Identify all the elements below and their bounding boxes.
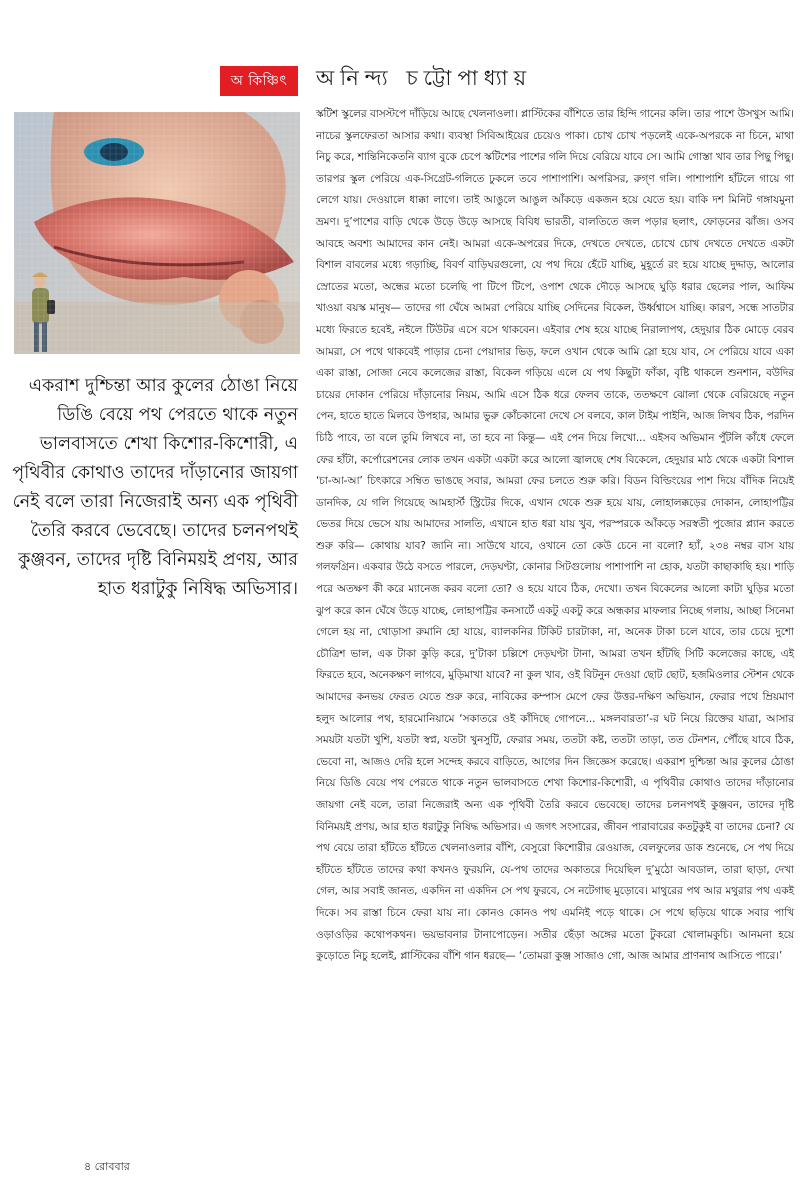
article-photo [14, 112, 300, 354]
article-body [316, 104, 794, 968]
pull-quote [8, 372, 298, 604]
author-name: অনিন্দ্য চট্টোপাধ্যায় [316, 66, 533, 90]
column-tag: অ কিঞ্চিৎ [220, 66, 298, 96]
pull-quote-text: একরাশ দুশ্চিন্তা আর কুলের ঠোঙা নিয়ে ডিঙি বেয়ে পথ পেরতে থাকে নতুন ভালবাসতে শেখা কিশোর-কিশোরী, এ পৃথিবীর কোথাও তাদের দাঁড়ানোর জায়গা নেই বলে তারা নিজেরাই অন্য এক পৃথিবী তৈরি করবে ভেবেছে। তাদের চলনপথই কুঞ্জবন, তাদের দৃষ্টি বিনিময়ই প্রণয়, আর হাত ধরাটুকু নিষিদ্ধ অভিসার। [12, 376, 298, 599]
article-paragraph: স্কটিশ স্কুলের বাসস্টপে দাঁড়িয়ে আছে খেলনাওলা। প্লাস্টিকের বাঁশিতে তার হিন্দি গানের কলি। তার পাশে উসখুস আমি। নাচের স্কুলফেরতা আসার কথা। ব্যবস্থা সিবিআইয়ের চেয়েও পাকা। চোখ চোখ পড়লেই একে-অপরকে না চিনে, মাথা নিচু করে, শান্তিনিকেতনি ব্যাগ বুকে চেপে স্কটিশের পাশের গলি দিয়ে বেরিয়ে যাবে সে। আমি গোস্তা খাব তার পিছু পিছু। তারপর স্কুল পেরিয়ে এক-সিগ্রেট-গলিতে ঢুকলে তবে পাশাপাশি। অপরিসর, রুগ্ণ গলি। পাশাপাশি হাঁটলে গায়ে গা লেগে যায়। দেওয়ালে ধাক্কা লাগে। তাই আঙুলে আঙুল আঁকড়ে একজন হয়ে যেতে হয়। বাকি দশ মিনিট গঙ্গাযমুনা ভ্রমণ। দু’পাশের বাড়ি থেকে উড়ে উড়ে আসছে বিবিধ ভারতী, বালতিতে জল পড়ার ছলাৎ, ফোড়নের ঝাঁজ। ওসব আবহে অবশ্য আমাদের কান নেই। আমরা একে-অপরের দিকে, দেখতে দেখতে, চোখে চোখ দেখতে দেখতে একটা বিশাল বাবলের মধ্যে গড়াচ্ছি, বিবর্ণ বাড়িঘরগুলো, যে পথ দিয়ে হেঁটে যাচ্ছি, মুহূর্তে রং হয়ে যাচ্ছে দুদ্দাড়, আলোর স্রোতের মতো, অন্ধের মতো চলেছি পা টিপে টিপে, ওপাশ থেকে দৌড়ে আসছে ঘুড়ি ধরার ছেলের পাল, আফিম খাওয়া বয়স্ক মানুষ— তাদের গা ঘেঁষে আমরা পেরিয়ে যাচ্ছি সেদিনের বিকেল, উর্ধ্বশ্বাসে যাচ্ছি। কারণ, সন্ধে সাতটার মধ্যে ফিরতে হবেই, নইলে টিউটর এসে বসে থাকবেন। এইবার শেষ হয়ে যাচ্ছে নিরালাপথ, হেদুয়ার ঠিক মোড়ে বেরব আমরা, সে পথে থাকবেই পাড়ার চেনা পেয়াদার ভিড়, ফলে ওখান থেকে আমি স্লো হয়ে যাব, সে পেরিয়ে যাবে একা একা রাস্তা, সোজা নেবে কলেজের রাস্তা, বিকেল গড়িয়ে এলে যে পথ কিছুটা ফাঁকা, বৃষ্টি থাকলে শুনশান, বউদির চায়ের দোকান পেরিয়ে দাঁড়ানোর নিয়ম, আমি এসে ঠিক ধরে ফেলব তাকে, ততক্ষণে ঝোলা থেকে বেরিয়েছে নতুন পেন, হাতে হাতে মিলবে উপহার, আমার ভুরু কোঁচকানো দেখে সে বলবে, কাল টাইম পাইনি, আজ লিখব ঠিক, পরদিন চিঠি পাবে, তা বলে তুমি লিখবে না, তা হবে না কিন্তু— এই পেন দিয়ে লিখো... এইসব অভিমান পুঁটলি কাঁধে ফেলে ফের হাঁটা, কর্পোরেশনের লোক তখন একটা একটা করে আলো জ্বালছে শেষ বিকেলে, হেদুয়ার মাঠ থেকে একটা বিশাল ‘চা-আ-আ’ চিৎকারে সম্বিত ভাঙছে সবার, আমরা ফের চলতে শুরু করি। বিডন বিল্ডিংয়ের পাশ দিয়ে বাঁদিক নিয়েই ডানদিক, যে গলি গিয়েছে আমহার্স্ট স্ট্রিটের দিকে, এখান থেকে শুরু হয়ে যায়, লোহালক্কড়ের দোকান, লোহাপট্টির ভেতর দিয়ে ভেসে যায় আমাদের সালতি, এখানে হাত ধরা যায় খুব, পরস্পরকে আঁকড়ে সরস্বতী পুজোর প্ল্যান করতে শুরু করি— কোথায় যাব? জানি না। সাউথে যাবে, ওখানে তো কেউ চেনে না বলো? হ্যাঁ, ২৩৪ নম্বর বাস যায় গলফগ্রিন। একবার উঠে বসতে পারলে, দেড়ঘণ্টা, কোনার সিটগুলোয় পাশাপাশি না হোক, যতটা কাছাকাছি হয়। শাড়ি পরে অতক্ষণ কী করে ম্যানেজ করব বলো তো? ও হয়ে যাবে ঠিক, দেখো। তখন বিকেলের আলো কাটা ঘুড়ির মতো ঝুপ করে কান ঘেঁষে উড়ে যাচ্ছে, লোহাপট্টির কনসার্টে একটু একটু করে অন্ধকার মাফলার নিচ্ছে গলায়, আচ্ছা সিনেমা গেলে হয় না, থোড়াসা রুমানি হো যায়ে, ব্যালকনির টিকিট চারটাকা, না, অনেক টাকা চলে যাবে, তার চেয়ে দুশো চৌত্রিশ ভাল, এক টাকা কুড়ি করে, দু’টাকা চল্লিশে দেড়ঘণ্টা টানা, আমরা তখন হাঁটছি সিটি কলেজের কাছে, এই ফিরতে হবে, অনেকক্ষণ লাগবে, মুড়িমাখা যাবে? না কুল খাব, ওই বিটনুন দেওয়া ছোট ছোট, হজমিওলার স্টেশন থেকে আমাদের কনভয় ফেরত যেতে শুরু করে, নাবিকের কম্পাস মেপে ফের উত্তর-দক্ষিণ অভিযান, ফেরার পথে ম্রিয়মাণ হলুদ আলোর পথ, হারমোনিয়ামে ‘সকাতরে ওই কাঁদিছে গোপনে... মঙ্গলবারতা’-র ঘট নিয়ে রিক্তের যাত্রা, আসার সময়টা যতটা খুশি, যতটা স্বপ্ন, যতটা খুনসুটি, ফেরার সময়, ততটা কষ্ট, ততটা তাড়া, তত টেনশন, পৌঁছে যাবে ঠিক, ভেবো না, আজও দেরি হলে সন্দেহ করবে বাড়িতে, আগের দিন জিজ্ঞেস করেছে। একরাশ দুশ্চিন্তা আর কুলের ঠোঙা নিয়ে ডিঙি বেয়ে পথ পেরতে থাকে নতুন ভালবাসতে শেখা কিশোর-কিশোরী, এ পৃথিবীর কোথাও তাদের দাঁড়ানোর জায়গা নেই বলে, তারা নিজেরাই অন্য এক পৃথিবী তৈরি করবে ভেবেছে। তাদের চলনপথই কুঞ্জবন, তাদের দৃষ্টি বিনিময়ই প্রণয়, আর হাত ধরাটুকু নিষিদ্ধ অভিসার। এ জগৎ সংসারের, জীবন পারাবারের কতটুকুই বা তাদের চেনা? যে পথ বেয়ে তারা হাঁটতে হাঁটতে খেলনাওলার বাঁশি, বেসুরো কিশোরীর রেওয়াজ, বেলফুলের ডাক শুনেছে, সে পথ দিয়ে হাঁটতে হাঁটতে তাদের কথা কখনও ফুরয়নি, যে-পথ তাদের অকাতরে দিয়েছিল দু’মুঠো আবডাল, তারা ছাড়া, দেখা গেল, আর সবাই জানত, একদিন না একদিন সে পথ ফুরবে, সে নটেগাছ মুড়োবে। মাথুরের পথ আর মথুরার পথ একই দিকে। সব রাস্তা চিনে ফেরা যায় না। কোনও কোনও পথ এমনিই পড়ে থাকে। সে পথে ছড়িয়ে থাকে সবার পাখি ওড়াওড়ির কথোপকথন। ভয়ভাবনার টানাপোড়েন। সতীর ছেঁড়া অঙ্গের মতো টুকরো খোলামকুচি। আনমনা হয়ে কুড়োতে নিচু হলেই, প্লাস্টিকের বাঁশি গান ধরছে— ‘তোমরা কুঞ্জ সাজাও গো, আজ আমার প্রাণনাথ আসিতে পারে।’ [316, 108, 794, 963]
page-footer: ৪ রোববার [84, 1160, 130, 1173]
